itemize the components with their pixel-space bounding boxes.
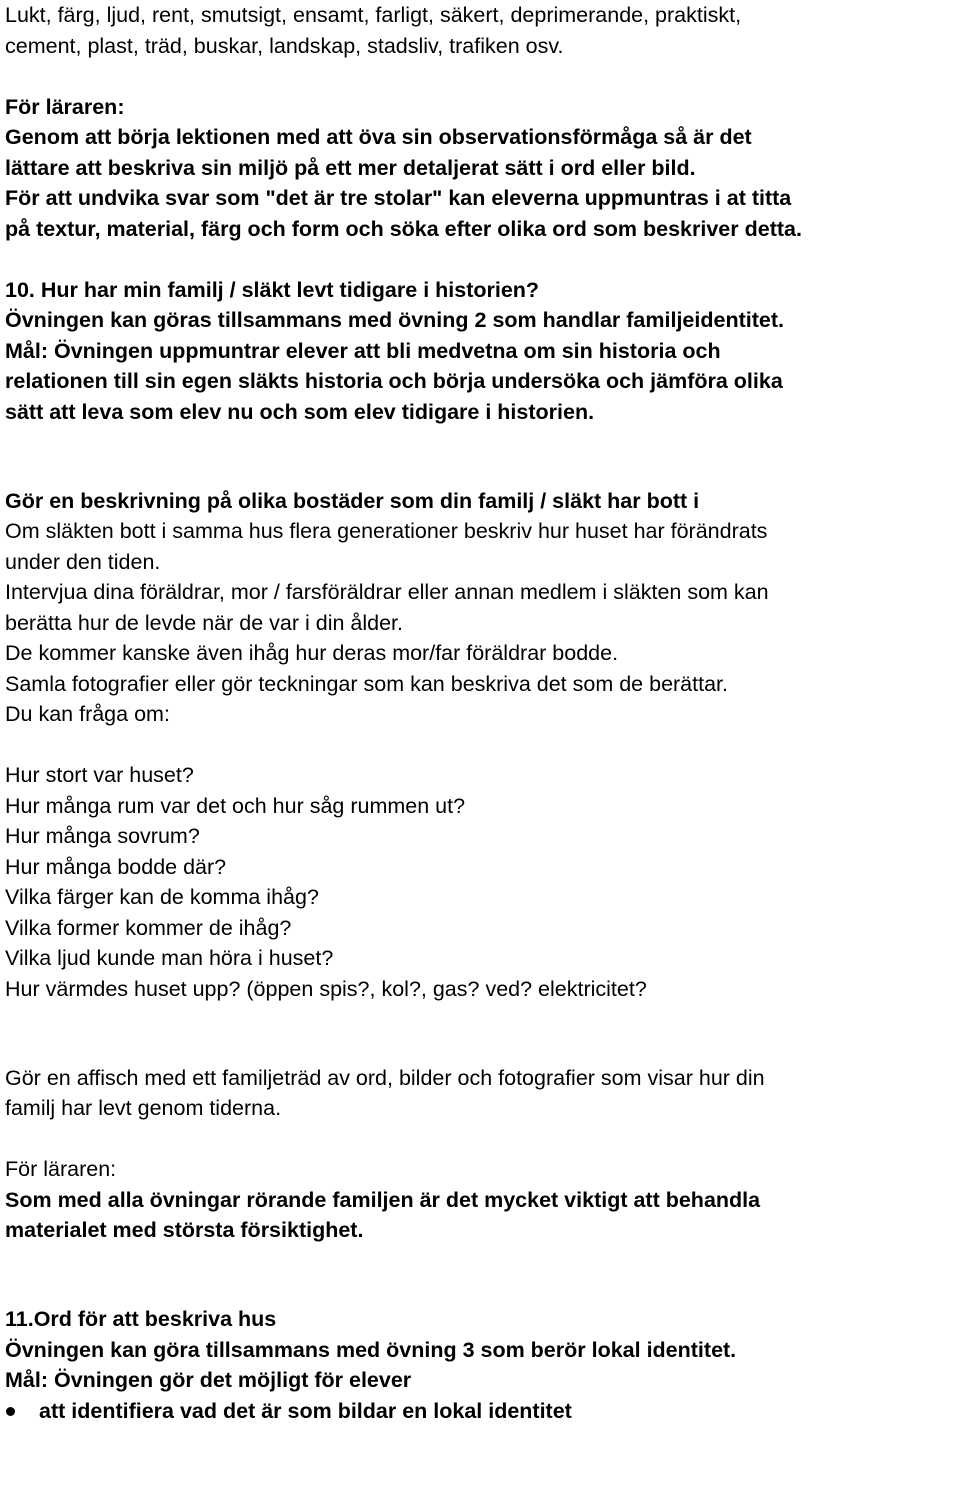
- spacer: [5, 61, 955, 92]
- exercise-10-goal-line-1: Mål: Övningen uppmuntrar elever att bli medvetna om sin historia och: [5, 338, 721, 363]
- exercise-10-combine-note: Övningen kan göras tillsammans med övning 2 som handlar familjeidentitet.: [5, 308, 784, 332]
- spacer: [5, 1246, 955, 1277]
- spacer: [5, 730, 955, 761]
- question-item: Hur många sovrum?: [5, 824, 200, 848]
- question-item: Vilka färger kan de komma ihåg?: [5, 885, 319, 909]
- task-heading: Gör en beskrivning på olika bostäder som din familj / släkt har bott i: [5, 488, 700, 513]
- poster-section: [5, 1063, 955, 1124]
- exercise-11-combine-note: Övningen kan göra tillsammans med övning 3 som berör lokal identitet.: [5, 1337, 737, 1362]
- spacer: [5, 458, 955, 486]
- teacher-note-1-line-3: För att undvika svar som "det är tre stolar" kan eleverna uppmuntras i at titta: [5, 186, 792, 210]
- spacer: [5, 1004, 955, 1035]
- task-line-1: Om släkten bott i samma hus flera generationer beskriv hur huset har förändrats: [5, 519, 768, 543]
- task-line-2: under den tiden.: [5, 549, 161, 574]
- question-item: Vilka former kommer de ihåg?: [5, 915, 292, 940]
- exercise-10: [5, 275, 955, 428]
- teacher-note-1-line-2: lättare att beskriva sin miljö på ett mer detaljerat sätt i ord eller bild.: [5, 155, 696, 180]
- exercise-11: [5, 1304, 955, 1426]
- exercise-10-goal-line-2: relationen till sin egen släkts historia och börja undersöka och jämföra olika: [5, 369, 783, 393]
- spacer: [5, 427, 955, 458]
- task-line-5: De kommer kanske även ihåg hur deras mor/far föräldrar bodde.: [5, 641, 619, 665]
- spacer: [5, 1124, 955, 1155]
- task-line-4: berätta hur de levde när de var i din ålder.: [5, 610, 404, 635]
- spacer: [5, 1035, 955, 1063]
- spacer: [5, 1276, 955, 1304]
- intro-line-1: Lukt, färg, ljud, rent, smutsigt, ensamt, farligt, säkert, deprimerande, praktiskt,: [5, 3, 742, 27]
- question-item: Hur stort var huset?: [5, 763, 194, 787]
- teacher-note-2-line-2: materialet med största försiktighet.: [5, 1218, 364, 1242]
- poster-line-2: familj har levt genom tiderna.: [5, 1096, 282, 1120]
- teacher-note-1-line-1: Genom att börja lektionen med att öva sin observationsförmåga så är det: [5, 125, 752, 149]
- teacher-note-2-line-1: Som med alla övningar rörande familjen är det mycket viktigt att behandla: [5, 1187, 761, 1212]
- teacher-note-2-heading: För läraren:: [5, 1157, 117, 1181]
- document-page: [5, 0, 955, 1426]
- task-line-7: Du kan fråga om:: [5, 702, 170, 726]
- intro-line-2: cement, plast, träd, buskar, landskap, stadsliv, trafiken osv.: [5, 33, 564, 58]
- question-item: Hur många bodde där?: [5, 854, 227, 879]
- teacher-note-2: [5, 1154, 955, 1246]
- exercise-11-title: 11.Ord för att beskriva hus: [5, 1307, 277, 1331]
- teacher-note-1: [5, 92, 955, 245]
- question-item: Hur många rum var det och hur såg rummen ut?: [5, 793, 466, 818]
- exercise-10-title: 10. Hur har min familj / släkt levt tidigare i historien?: [5, 277, 540, 302]
- task-line-3: Intervjua dina föräldrar, mor / farsföräldrar eller annan medlem i släkten som kan: [5, 580, 769, 604]
- exercise-10-goal-line-3: sätt att leva som elev nu och som elev tidigare i historien.: [5, 399, 595, 424]
- exercise-11-goal: Mål: Övningen gör det möjligt för elever: [5, 1368, 412, 1392]
- teacher-note-1-heading: För läraren:: [5, 94, 125, 119]
- bullet-item: [5, 1396, 955, 1427]
- task-line-6: Samla fotografier eller gör teckningar som kan beskriva det som de berättar.: [5, 671, 728, 696]
- question-item: Vilka ljud kunde man höra i huset?: [5, 946, 334, 970]
- spacer: [5, 244, 955, 275]
- poster-line-1: Gör en affisch med ett familjeträd av ord, bilder och fotografier som visar hur din: [5, 1065, 765, 1090]
- task-section: [5, 486, 955, 1005]
- bullet-dot-icon: [6, 1407, 15, 1416]
- bullet-item-text: att identifiera vad det är som bildar en lokal identitet: [39, 1398, 572, 1423]
- teacher-note-1-line-4: på textur, material, färg och form och söka efter olika ord som beskriver detta.: [5, 216, 802, 241]
- question-item: Hur värmdes huset upp? (öppen spis?, kol?, gas? ved? elektricitet?: [5, 976, 647, 1001]
- intro-section: [5, 0, 955, 61]
- question-list: [5, 760, 955, 1004]
